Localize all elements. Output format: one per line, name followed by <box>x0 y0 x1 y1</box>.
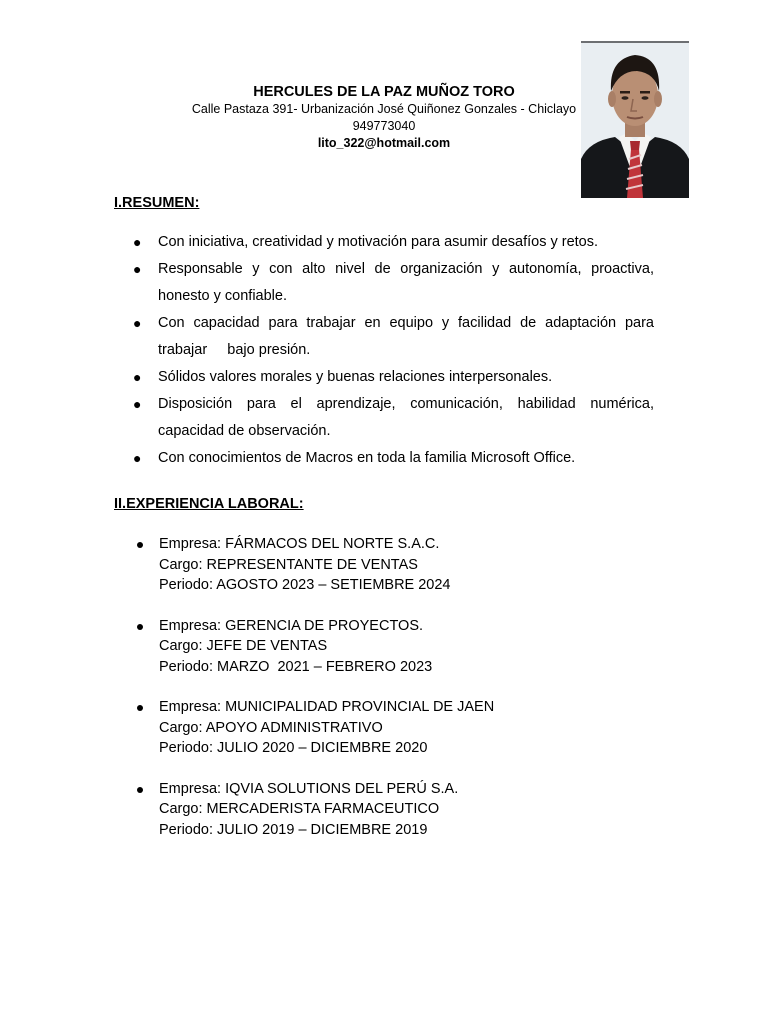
candidate-name: HERCULES DE LA PAZ MUÑOZ TORO <box>253 84 515 100</box>
candidate-phone: 949773040 <box>352 119 416 133</box>
job-entry <box>114 534 654 596</box>
experience-list <box>114 534 654 860</box>
bullet-icon: ● <box>133 234 142 250</box>
list-item <box>114 391 654 445</box>
bullet-icon <box>137 624 143 630</box>
summary-item-text: Con iniciativa, creatividad y motivación para asumir desafíos y retos. <box>158 234 599 250</box>
portrait-photo <box>581 41 689 198</box>
job-entry <box>114 779 654 841</box>
bullet-icon <box>137 705 143 711</box>
bullet-icon: ● <box>133 369 142 385</box>
bullet-icon: ● <box>133 450 142 466</box>
experience-title: II.EXPERIENCIA LABORAL: <box>114 496 304 512</box>
bullet-icon <box>137 787 143 793</box>
job-position: Cargo: REPRESENTANTE DE VENTAS <box>159 556 418 573</box>
summary-item-text: Responsable y con alto nivel de organización y autonomía, proactiva, honesto y confiable. <box>158 261 654 304</box>
summary-item-text: Con conocimientos de Macros en toda la familia Microsoft Office. <box>158 450 576 466</box>
candidate-address: Calle Pastaza 391- Urbanización José Quiñonez Gonzales - Chiclayo <box>191 102 577 116</box>
summary-item-text: Sólidos valores morales y buenas relaciones interpersonales. <box>158 369 553 385</box>
job-company: Empresa: IQVIA SOLUTIONS DEL PERÚ S.A. <box>159 780 459 797</box>
list-item <box>114 445 654 472</box>
job-entry <box>114 616 654 678</box>
bullet-icon <box>137 542 143 548</box>
job-company: Empresa: MUNICIPALIDAD PROVINCIAL DE JAEN <box>159 699 495 715</box>
job-period: Periodo: JULIO 2020 – DICIEMBRE 2020 <box>159 740 428 756</box>
job-period: Periodo: MARZO 2021 – FEBRERO 2023 <box>159 658 433 675</box>
job-period: Periodo: AGOSTO 2023 – SETIEMBRE 2024 <box>159 577 451 593</box>
bullet-icon: ● <box>133 261 142 277</box>
summary-list <box>114 229 659 472</box>
job-company: Empresa: GERENCIA DE PROYECTOS. <box>159 617 424 634</box>
job-position: Cargo: APOYO ADMINISTRATIVO <box>159 719 383 736</box>
bullet-icon: ● <box>133 396 142 412</box>
list-item <box>114 364 654 391</box>
candidate-email: lito_322@hotmail.com <box>317 136 451 150</box>
job-period: Periodo: JULIO 2019 – DICIEMBRE 2019 <box>159 821 428 838</box>
list-item <box>114 310 659 364</box>
summary-item-text: Con capacidad para trabajar en equipo y facilidad de adaptación para trabajar bajo presión. <box>158 315 659 358</box>
list-item <box>114 229 654 256</box>
bullet-icon: ● <box>133 315 142 331</box>
list-item <box>114 256 654 310</box>
job-company: Empresa: FÁRMACOS DEL NORTE S.A.C. <box>159 536 440 552</box>
summary-item-text: Disposición para el aprendizaje, comunicación, habilidad numérica, capacidad de observación. <box>158 396 654 439</box>
job-entry <box>114 697 654 759</box>
cv-header <box>160 83 608 152</box>
summary-title: I.RESUMEN: <box>114 195 200 211</box>
job-position: Cargo: JEFE DE VENTAS <box>159 638 328 654</box>
job-position: Cargo: MERCADERISTA FARMACEUTICO <box>159 801 440 817</box>
